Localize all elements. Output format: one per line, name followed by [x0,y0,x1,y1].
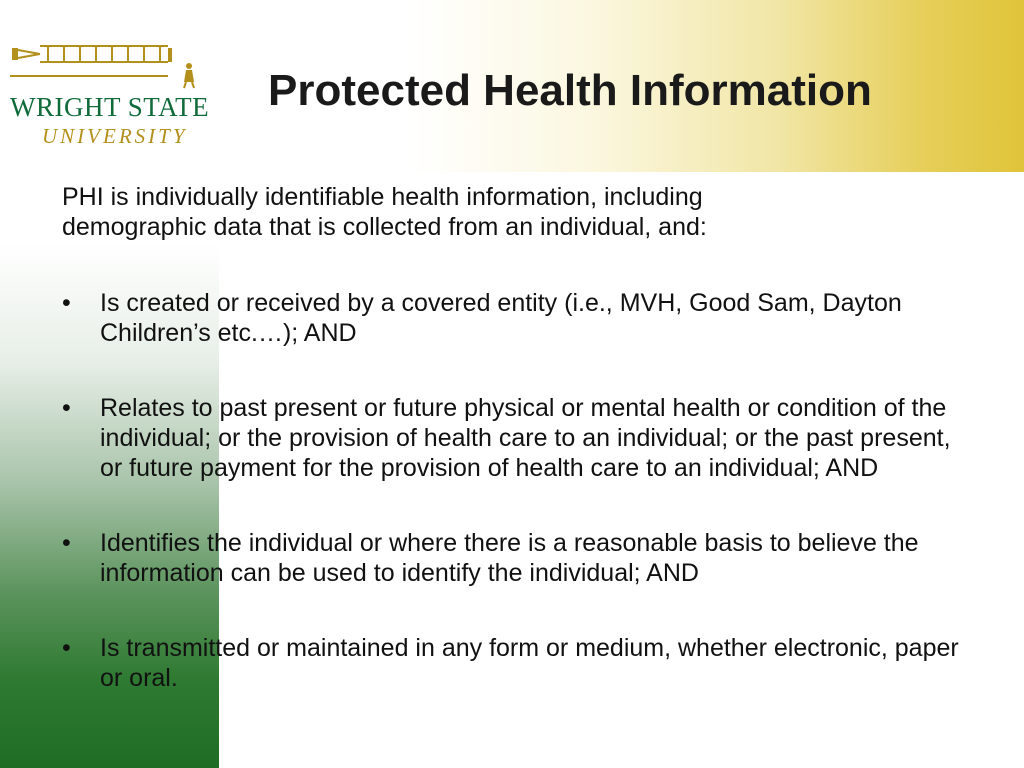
logo-subtitle: UNIVERSITY [42,124,188,148]
bullet-item [62,288,960,348]
bullet-dot-icon: • [62,289,71,317]
bullet-dot-icon: • [62,634,71,662]
intro-paragraph: PHI is individually identifiable health information, including demographic data that is collected from an individual, and: [62,183,707,241]
bullet-text: Identifies the individual or where there is a reasonable basis to believe the information can be used to identify the individual; AND [100,529,919,587]
bullet-dot-icon: • [62,394,71,422]
university-logo [8,40,223,152]
bullet-item [62,528,960,588]
bullet-dot-icon: • [62,529,71,557]
bullet-item [62,633,960,693]
slide-title: Protected Health Information [268,66,872,115]
bullet-list [62,288,962,693]
bullet-text: Relates to past present or future physical or mental health or condition of the individual; or the provision of health care to an individual; or the past present, or future payment for the provision of health care to an individual; AND [100,394,951,482]
bullet-text: Is transmitted or maintained in any form or medium, whether electronic, paper or oral. [100,634,959,692]
logo-wordmark: WRIGHT STATE [10,92,210,122]
bullet-text: Is created or received by a covered entity (i.e., MVH, Good Sam, Dayton Children’s etc.…); AND [100,289,902,347]
wright-flyer-icon [8,40,208,90]
bullet-item [62,393,960,483]
slide-body [62,182,962,693]
